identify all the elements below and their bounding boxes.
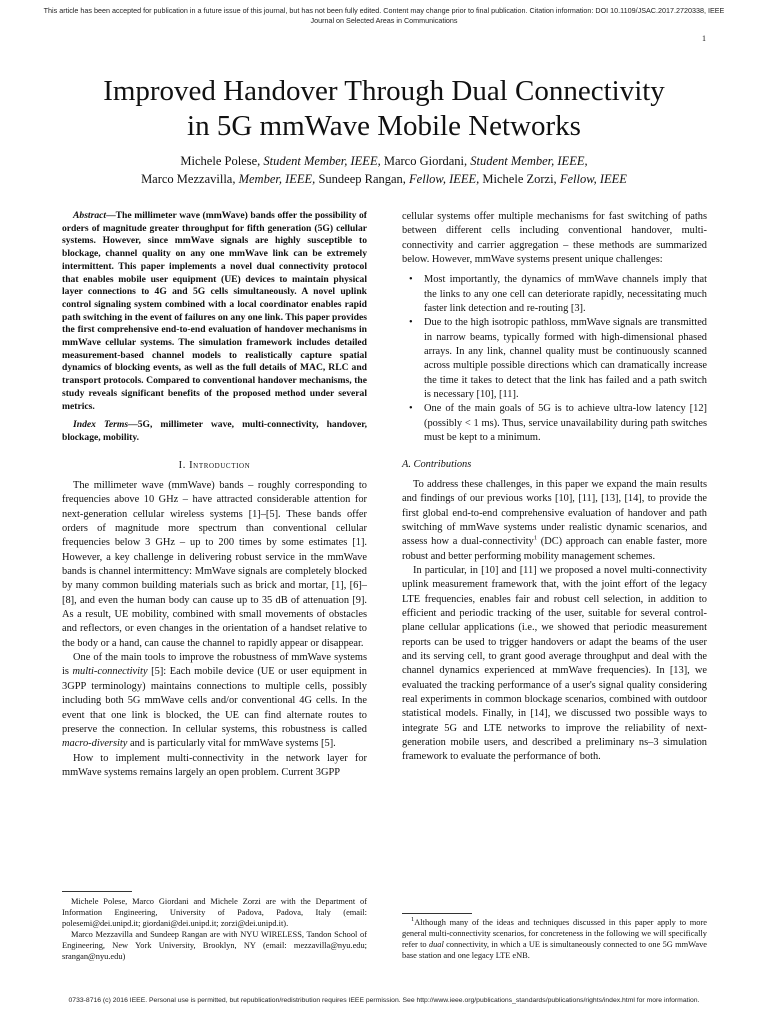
index-terms-label: Index Terms [73,419,129,431]
text-run: One of the main tools to improve the robustness of mmWave systems is [62,652,367,678]
text-run: (DC) approach can enable faster, more robust and better performing mobility management schemes. [402,536,707,562]
author-name: Michele Polese, [180,154,261,168]
author-role: Fellow, IEEE [559,172,627,186]
emphasis-text: dual [428,940,444,949]
text-run: connectivity, in which a UE is simultaneously connected to one 5G mmWave base station and one legacy LTE eNB. [402,940,707,960]
author-role: Student Member, IEEE, [470,154,588,168]
subsection-heading-contributions: A. Contributions [402,458,472,470]
index-terms-text: —5G, millimeter wave, multi-connectivity, handover, blockage, mobility. [62,419,367,443]
author-name: Marco Mezzavilla, [141,172,236,186]
author-name: Sundeep Rangan, [318,172,406,186]
intro-paragraph-2 [62,651,367,751]
title-line-2: in 5G mmWave Mobile Networks [187,110,581,142]
author-line-1 [40,152,728,170]
bullet-icon: • [409,317,413,329]
contributions-paragraph-1 [402,478,707,564]
author-list [40,152,728,188]
intro-paragraph-1: The millimeter wave (mmWave) bands – roughly corresponding to frequencies above 10 GHz – have attracted considerable attention for next-generation cellular wireless systems [1]–[5]. These bands offer orders of magnitude more spectrum than conventional cellular frequencies below 3 GHz – up to 200 times by some estimates [1]. However, a key challenge in delivering robust service in the mmWave bands is channel intermittency: MmWave signals are completely blocked by many common building materials such as brick and mortar, [1], [6]–[8], and even the human body can cause up to 35 dB of attenuation [9]. As a result, UE mobility, combined with small movements of obstacles and reflectors, or even changes in the orientation of a handset relative to the body or a hand, can cause the channel to rapidly appear or disappear. [62,480,367,649]
author-name: Michele Zorzi, [482,172,557,186]
publication-notice: This article has been accepted for publication in a future issue of this journal, but has not been fully edited. Content may change prior to final publication. Citation information: DOI 10.1109/JSAC.2017.2720338, IEEE Journal on Selected Areas in Communications [43,6,725,25]
emphasis-text: multi-connectivity [72,666,148,678]
affiliation-text: Michele Polese, Marco Giordani and Michele Zorzi are with the Department of Information Engineering, University of Padova, Padova, Italy (email: polesemi@dei.unipd.it; giordani@dei.unipd.it; zorzi@dei.unipd.it). [62,897,367,928]
footnote-divider [402,913,472,914]
text-run: [5]: Each mobile device (UE or user equipment in 3GPP terminology) maintains connections to multiple cells, possibly including both 5G mmWave cells and/or conventional 4G cells. In the event that one link is blocked, the UE can find alternate routes to preserve the connection. In cellular systems, this robustness is called [62,666,368,735]
intro-paragraph-3-continued: cellular systems offer multiple mechanisms for fast switching of paths between different cells including conventional handover, multi-connectivity and carrier aggregation – these methods are summarized below. However, mmWave systems present unique challenges: [402,211,707,266]
section-heading-introduction: I. Introduction [178,459,251,471]
abstract [62,210,367,413]
affiliation-text: Marco Mezzavilla and Sundeep Rangan are with NYU WIRELESS, Tandon School of Engineering, New York University, Brooklyn, NY (email: mezzavilla@nyu.edu; srangan@nyu.edu) [62,930,367,961]
author-role: Fellow, IEEE, [409,172,480,186]
emphasis-text: macro-diversity [62,738,128,750]
bullet-icon: • [409,403,413,415]
right-column [402,210,707,765]
left-column [62,210,367,780]
list-item-text: Most importantly, the dynamics of mmWave channels imply that the links to any one cell can deteriorate rapidly, necessitating much faster link detection and re-routing [3]. [424,274,707,315]
index-terms [62,419,367,444]
challenges-list [402,273,707,445]
bullet-icon: • [409,274,413,286]
author-line-2 [40,170,728,188]
abstract-label: Abstract [73,210,107,221]
copyright-footer: 0733-8716 (c) 2016 IEEE. Personal use is permitted, but republication/redistribution requires IEEE permission. See http://www.ieee.org/publications_standards/publications/rights/index.html for more information. [68,997,700,1004]
abstract-text: —The millimeter wave (mmWave) bands offer the possibility of orders of magnitude greater throughput for fifth generation (5G) cellular systems. However, since mmWave signals are highly susceptible to blockage, channel quality on any one mmWave link can be extremely intermittent. This paper implements a novel dual connectivity protocol that enables mobile user equipment (UE) devices to maintain physical layer connections to 4G and 5G cells simultaneously. A novel uplink control signaling system combined with a local coordinator enables rapid path switching in the event of failures on any one link. This paper provides the first comprehensive end-to-end evaluation of handover mechanisms in mmWave cellular systems. The simulation framework includes detailed measurement-based channel models to realistically capture spatial dynamics of blocking events, as well as the full details of MAC, RLC and transport protocols. Compared to conventional handover mechanisms, the study reveals significant benefits of the proposed method under several metrics. [62,210,367,412]
title-line-1: Improved Handover Through Dual Connectivity [103,75,665,107]
text-run: Although many of the ideas and techniques discussed in this paper apply to more general multi-connectivity scenarios, for concreteness in the following we will specifically refer to [402,918,707,949]
intro-paragraph-3: How to implement multi-connectivity in the network layer for mmWave systems remains largely an open problem. Current 3GPP [62,752,367,778]
footnote-divider [62,891,132,892]
paper-title [40,74,728,144]
footnote-mark: 1 [411,916,415,924]
list-item [409,273,707,316]
contributions-paragraph-2: In particular, in [10] and [11] we proposed a novel multi-connectivity uplink measurement framework that, with the joint effort of the legacy LTE frequencies, enables fair and robust cell selection, in addition to efficient and periodic tracking of the user, suitable for several control-plane cellular applications (i.e., we showed that periodic measurement reports can be used to trigger handovers or adapt the beams of the user and its serving cell, to grant good average throughput and deal with the channel dynamics experienced at mmWave frequencies). In [13], we evaluated the tracking performance of a user's signal quality considering real experiments in common blockage scenarios, combined with outdoor statistical models. Finally, in [14], we discussed two possible ways to integrate 5G and LTE networks to improve the reliability of next-generation mobile users, and described a preliminary ns–3 simulation framework to evaluate the performance of both. [402,564,707,763]
list-item-text: One of the main goals of 5G is to achieve ultra-low latency [12] (possibly < 1 ms). Thus, service unavailability during path switches must be kept to a minimum. [424,403,707,444]
footnote-mark: 1 [533,534,538,542]
list-item [409,316,707,402]
author-name: Marco Giordani, [383,154,468,168]
list-item-text: Due to the high isotropic pathloss, mmWave signals are transmitted in narrow beams, typically formed with high-dimensional phased arrays. In any link, channel quality must be continuously scanned across multiple possible directions which can dramatically increase the time it takes to detect that the link has failed and a path switch is necessary [10], [11]. [424,317,707,401]
list-item [409,402,707,445]
footnote-1 [402,917,707,961]
text-run: and is particularly vital for mmWave systems [5]. [127,738,336,750]
page-number: 1 [702,34,706,43]
text-run: To address these challenges, in this paper we expand the main results and findings of our previous works [10], [11], [13], [14], to provide the first global end-to-end comprehensive evaluation of handover and path switching of mmWave systems under realistic dynamic scenarios, and assess how a dual-connectivity [402,478,707,548]
author-role: Student Member, IEEE, [263,154,381,168]
author-affiliation-footnote [62,896,367,962]
author-role: Member, IEEE, [238,172,316,186]
